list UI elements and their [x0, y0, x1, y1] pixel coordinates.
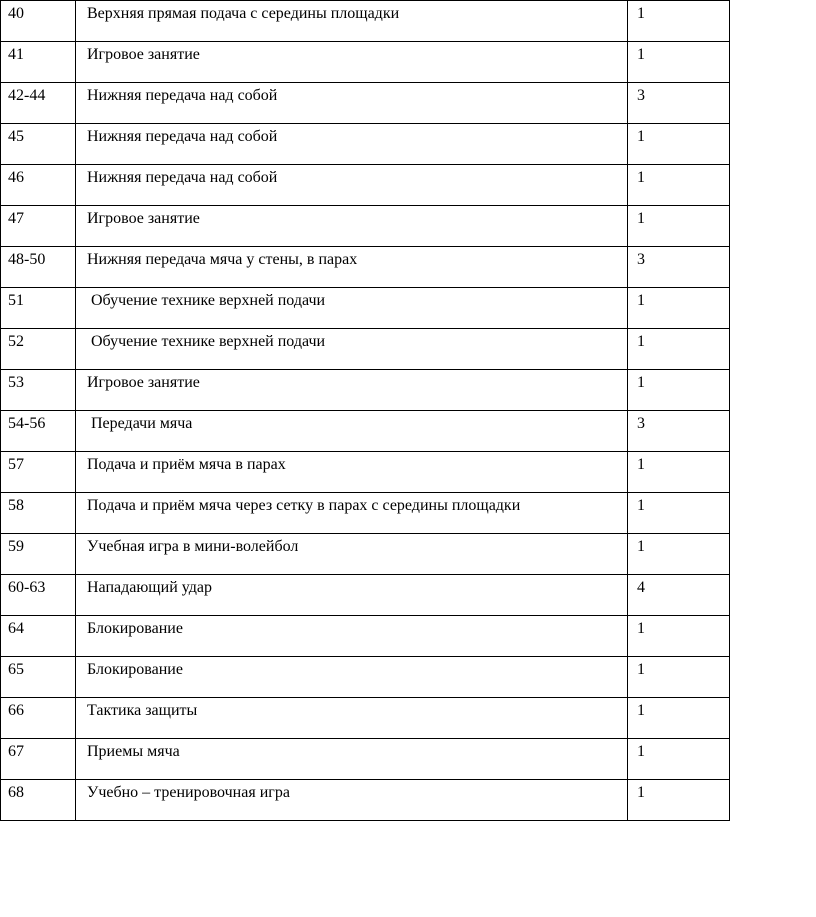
lesson-number-cell — [1, 575, 76, 616]
table-row — [1, 83, 730, 124]
lesson-topic-text: Учебная игра в мини-волейбол — [87, 538, 299, 555]
lesson-topic-cell — [76, 247, 628, 288]
lesson-topic-text: Нижняя передача мяча у стены, в парах — [87, 251, 358, 268]
lesson-hours-text: 1 — [637, 169, 645, 186]
lesson-topic-text: Блокирование — [87, 620, 183, 637]
lesson-hours-text: 1 — [637, 538, 645, 555]
lesson-hours-text: 1 — [637, 702, 645, 719]
lesson-hours-cell — [628, 452, 730, 493]
table-row — [1, 698, 730, 739]
lesson-hours-text: 1 — [637, 784, 645, 801]
lesson-hours-text: 1 — [637, 374, 645, 391]
lesson-number-text: 60-63 — [8, 579, 46, 596]
table-row — [1, 493, 730, 534]
table-row — [1, 411, 730, 452]
lesson-hours-cell — [628, 534, 730, 575]
table-row — [1, 452, 730, 493]
lesson-hours-cell — [628, 247, 730, 288]
lesson-hours-text: 1 — [637, 292, 645, 309]
lesson-hours-text: 1 — [637, 210, 645, 227]
lesson-hours-text: 1 — [637, 497, 645, 514]
lesson-topic-cell — [76, 493, 628, 534]
lesson-topic-text: Игровое занятие — [87, 46, 200, 63]
lesson-hours-cell — [628, 83, 730, 124]
lesson-topic-text: Подача и приём мяча в парах — [87, 456, 286, 473]
lesson-number-text: 54-56 — [8, 415, 46, 432]
lesson-hours-text: 1 — [637, 743, 645, 760]
lesson-number-cell — [1, 370, 76, 411]
table-row — [1, 657, 730, 698]
lesson-number-text: 42-44 — [8, 87, 46, 104]
table-row — [1, 534, 730, 575]
lesson-hours-text: 1 — [637, 661, 645, 678]
lesson-number-text: 48-50 — [8, 251, 46, 268]
lesson-number-cell — [1, 739, 76, 780]
lesson-hours-text: 1 — [637, 46, 645, 63]
lesson-topic-cell — [76, 370, 628, 411]
lesson-number-cell — [1, 165, 76, 206]
lesson-hours-cell — [628, 329, 730, 370]
lesson-topic-cell — [76, 165, 628, 206]
table-row — [1, 370, 730, 411]
lesson-topic-cell — [76, 616, 628, 657]
lesson-number-text: 68 — [8, 784, 24, 801]
lesson-number-cell — [1, 616, 76, 657]
lesson-hours-cell — [628, 206, 730, 247]
lesson-topic-text: Нижняя передача над собой — [87, 169, 278, 186]
lesson-topic-cell — [76, 1, 628, 42]
table-row — [1, 42, 730, 83]
table-row — [1, 165, 730, 206]
lesson-topic-cell — [76, 534, 628, 575]
lesson-hours-cell — [628, 124, 730, 165]
table-row — [1, 616, 730, 657]
table-body — [1, 1, 730, 821]
table-row — [1, 780, 730, 821]
lesson-hours-cell — [628, 42, 730, 83]
lesson-number-cell — [1, 411, 76, 452]
lesson-topic-cell — [76, 575, 628, 616]
lesson-topic-cell — [76, 739, 628, 780]
lesson-topic-cell — [76, 206, 628, 247]
lesson-number-text: 57 — [8, 456, 24, 473]
lesson-topic-cell — [76, 452, 628, 493]
lesson-topic-text: Нижняя передача над собой — [87, 128, 278, 145]
table-row — [1, 247, 730, 288]
lesson-topic-text: Передачи мяча — [87, 415, 193, 432]
lesson-hours-cell — [628, 411, 730, 452]
lesson-hours-cell — [628, 1, 730, 42]
lesson-number-text: 40 — [8, 5, 24, 22]
lesson-topic-cell — [76, 124, 628, 165]
lesson-hours-cell — [628, 575, 730, 616]
lesson-topic-text: Блокирование — [87, 661, 183, 678]
lesson-number-text: 45 — [8, 128, 24, 145]
lesson-topic-cell — [76, 329, 628, 370]
lesson-number-text: 47 — [8, 210, 24, 227]
lesson-topic-cell — [76, 411, 628, 452]
lesson-hours-text: 1 — [637, 5, 645, 22]
table-row — [1, 329, 730, 370]
lesson-hours-text: 3 — [637, 87, 645, 104]
lesson-topic-text: Верхняя прямая подача с середины площадки — [87, 5, 400, 22]
lesson-number-text: 58 — [8, 497, 24, 514]
lesson-hours-text: 4 — [637, 579, 645, 596]
lesson-hours-text: 3 — [637, 415, 645, 432]
lesson-number-text: 46 — [8, 169, 24, 186]
lesson-hours-cell — [628, 698, 730, 739]
lesson-topic-text: Нападающий удар — [87, 579, 212, 596]
table-row — [1, 206, 730, 247]
lesson-number-cell — [1, 657, 76, 698]
lesson-hours-cell — [628, 780, 730, 821]
lesson-number-text: 51 — [8, 292, 24, 309]
lesson-number-cell — [1, 534, 76, 575]
lesson-hours-text: 1 — [637, 128, 645, 145]
lesson-topic-text: Приемы мяча — [87, 743, 180, 760]
table-row — [1, 575, 730, 616]
lesson-hours-cell — [628, 616, 730, 657]
lesson-topic-cell — [76, 83, 628, 124]
lesson-number-cell — [1, 698, 76, 739]
table-row — [1, 1, 730, 42]
lesson-topic-text: Нижняя передача над собой — [87, 87, 278, 104]
lesson-hours-cell — [628, 739, 730, 780]
table-row — [1, 739, 730, 780]
lesson-hours-cell — [628, 657, 730, 698]
lesson-topic-text: Подача и приём мяча через сетку в парах с середины площадки — [87, 497, 521, 514]
lesson-topic-cell — [76, 42, 628, 83]
lesson-number-cell — [1, 124, 76, 165]
lesson-number-text: 52 — [8, 333, 24, 350]
lesson-topic-text: Учебно – тренировочная игра — [87, 784, 290, 801]
lesson-hours-cell — [628, 370, 730, 411]
lesson-number-cell — [1, 452, 76, 493]
lesson-number-cell — [1, 42, 76, 83]
lesson-number-text: 64 — [8, 620, 24, 637]
lesson-topic-text: Обучение технике верхней подачи — [87, 292, 326, 309]
lesson-hours-text: 1 — [637, 333, 645, 350]
lesson-number-text: 41 — [8, 46, 24, 63]
lesson-topic-text: Обучение технике верхней подачи — [87, 333, 326, 350]
lesson-topic-cell — [76, 698, 628, 739]
lesson-hours-cell — [628, 288, 730, 329]
lesson-number-cell — [1, 288, 76, 329]
lesson-number-cell — [1, 493, 76, 534]
lesson-hours-cell — [628, 493, 730, 534]
table-row — [1, 124, 730, 165]
lesson-hours-text: 1 — [637, 620, 645, 637]
lesson-hours-text: 3 — [637, 251, 645, 268]
lesson-number-text: 53 — [8, 374, 24, 391]
lesson-topic-text: Игровое занятие — [87, 374, 200, 391]
lesson-number-cell — [1, 206, 76, 247]
lesson-number-text: 59 — [8, 538, 24, 555]
lesson-topic-cell — [76, 657, 628, 698]
lesson-number-cell — [1, 83, 76, 124]
lesson-number-cell — [1, 329, 76, 370]
lesson-topic-cell — [76, 780, 628, 821]
lesson-hours-cell — [628, 165, 730, 206]
table-row — [1, 288, 730, 329]
lesson-topic-text: Тактика защиты — [87, 702, 198, 719]
lesson-number-text: 65 — [8, 661, 24, 678]
lesson-topic-text: Игровое занятие — [87, 210, 200, 227]
lesson-number-text: 66 — [8, 702, 24, 719]
lesson-topic-cell — [76, 288, 628, 329]
lesson-number-cell — [1, 780, 76, 821]
lesson-hours-text: 1 — [637, 456, 645, 473]
lesson-number-cell — [1, 247, 76, 288]
lesson-number-cell — [1, 1, 76, 42]
lesson-number-text: 67 — [8, 743, 24, 760]
